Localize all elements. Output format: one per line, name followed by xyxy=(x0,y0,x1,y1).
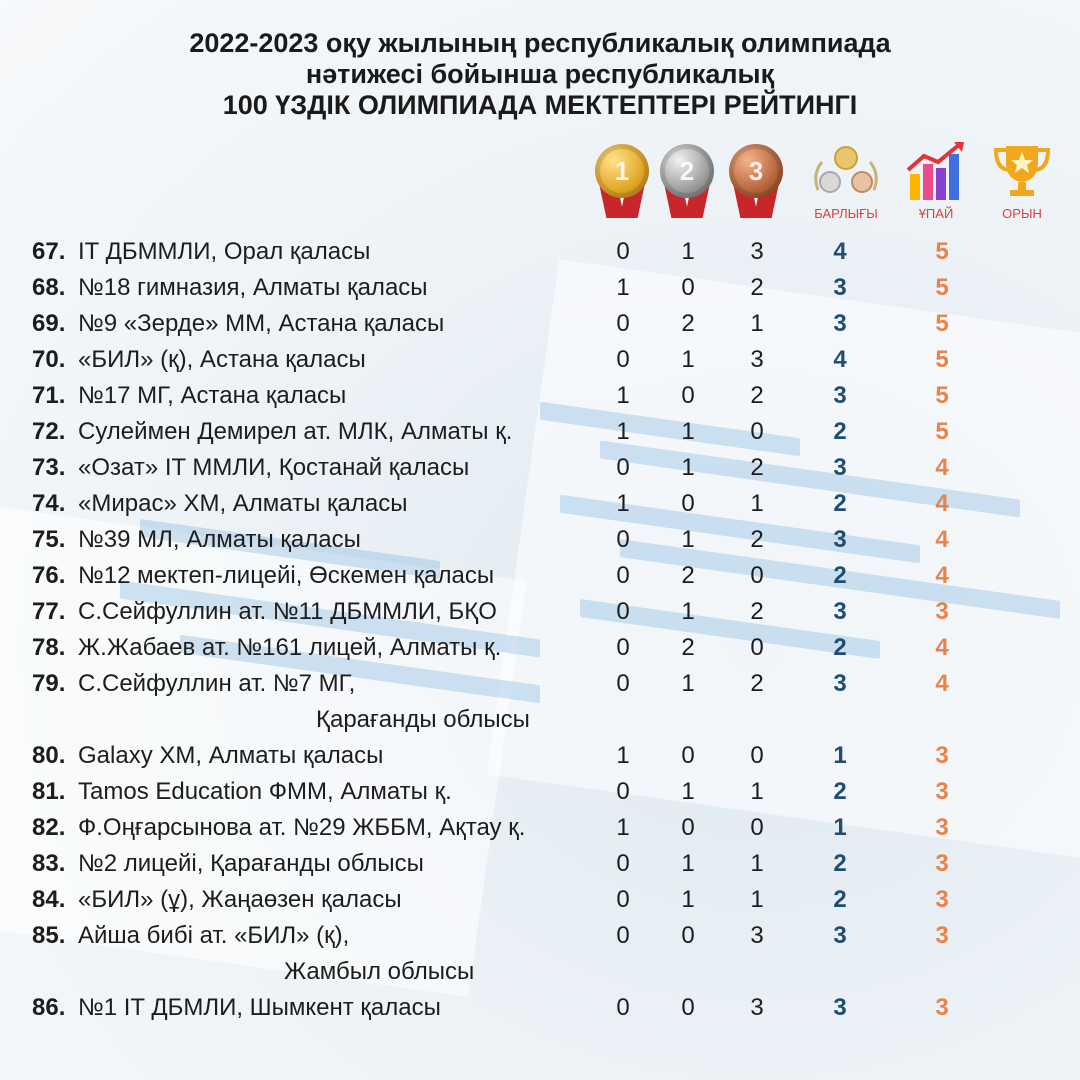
bronze-count: 1 xyxy=(750,778,764,805)
table-row xyxy=(0,990,1080,1026)
points-value: 3 xyxy=(935,850,949,877)
school-name: IT ДБММЛИ, Орал қаласы xyxy=(78,238,371,265)
silver-count: 2 xyxy=(681,634,695,661)
row-number: 82. xyxy=(32,814,66,841)
points-label: ҰПАЙ xyxy=(918,206,954,221)
points-value: 5 xyxy=(935,418,949,445)
points-value: 5 xyxy=(935,382,949,409)
row-number: 83. xyxy=(32,850,66,877)
gold-count: 0 xyxy=(616,778,630,805)
table-row xyxy=(0,846,1080,882)
table-row xyxy=(0,414,1080,450)
total-count: 1 xyxy=(833,742,847,769)
gold-count: 0 xyxy=(616,994,630,1021)
total-count: 3 xyxy=(833,598,847,625)
table-row xyxy=(0,774,1080,810)
page-title xyxy=(0,28,1080,121)
silver-count: 2 xyxy=(681,310,695,337)
school-name: «БИЛ» (ұ), Жаңаөзен қаласы xyxy=(78,886,402,913)
school-name: №17 МГ, Астана қаласы xyxy=(78,382,347,409)
total-count: 2 xyxy=(833,562,847,589)
total-count: 3 xyxy=(833,670,847,697)
bronze-count: 2 xyxy=(750,454,764,481)
row-number: 78. xyxy=(32,634,66,661)
bronze-count: 2 xyxy=(750,526,764,553)
school-name: Tamos Education ФММ, Алматы қ. xyxy=(78,778,452,805)
gold-count: 1 xyxy=(616,382,630,409)
bronze-count: 3 xyxy=(750,994,764,1021)
bronze-count: 1 xyxy=(750,490,764,517)
bronze-medal-disc: 3 xyxy=(729,144,783,198)
total-count: 2 xyxy=(833,418,847,445)
table-row xyxy=(0,882,1080,918)
gold-count: 0 xyxy=(616,670,630,697)
total-label: БАРЛЫҒЫ xyxy=(814,206,878,221)
row-number: 71. xyxy=(32,382,66,409)
school-region: Қарағанды облысы xyxy=(316,706,530,733)
silver-count: 0 xyxy=(681,994,695,1021)
total-count: 4 xyxy=(833,238,847,265)
bronze-count: 3 xyxy=(750,346,764,373)
points-value: 3 xyxy=(935,886,949,913)
school-name: №2 лицейі, Қарағанды облысы xyxy=(78,850,424,877)
total-count: 3 xyxy=(833,454,847,481)
table-row xyxy=(0,450,1080,486)
row-number: 86. xyxy=(32,994,66,1021)
gold-count: 0 xyxy=(616,850,630,877)
bronze-count: 0 xyxy=(750,742,764,769)
silver-count: 1 xyxy=(681,778,695,805)
table-row xyxy=(0,234,1080,270)
points-value: 3 xyxy=(935,922,949,949)
table-row xyxy=(0,594,1080,630)
points-value: 3 xyxy=(935,994,949,1021)
table-row xyxy=(0,738,1080,774)
row-number: 69. xyxy=(32,310,66,337)
school-name: №1 IT ДБМЛИ, Шымкент қаласы xyxy=(78,994,441,1021)
bronze-count: 2 xyxy=(750,382,764,409)
school-name: С.Сейфуллин ат. №7 МГ, xyxy=(78,670,356,697)
silver-count: 1 xyxy=(681,670,695,697)
points-value: 3 xyxy=(935,814,949,841)
silver-count: 1 xyxy=(681,418,695,445)
bronze-count: 2 xyxy=(750,598,764,625)
gold-count: 0 xyxy=(616,922,630,949)
row-number: 77. xyxy=(32,598,66,625)
total-count: 4 xyxy=(833,346,847,373)
gold-count: 0 xyxy=(616,454,630,481)
silver-count: 0 xyxy=(681,274,695,301)
silver-count: 0 xyxy=(681,382,695,409)
table-row xyxy=(0,342,1080,378)
total-count: 3 xyxy=(833,922,847,949)
row-number: 73. xyxy=(32,454,66,481)
silver-count: 0 xyxy=(681,814,695,841)
table-row xyxy=(0,810,1080,846)
points-value: 4 xyxy=(935,526,949,553)
silver-medal-icon xyxy=(656,140,720,222)
total-count: 3 xyxy=(833,526,847,553)
bronze-count: 0 xyxy=(750,814,764,841)
bronze-count: 0 xyxy=(750,418,764,445)
row-number: 68. xyxy=(32,274,66,301)
school-name: №9 «Зерде» ММ, Астана қаласы xyxy=(78,310,445,337)
row-continuation xyxy=(0,702,1080,738)
title-line-1: 2022-2023 оқу жылының республикалық олимпиада xyxy=(189,28,891,58)
school-region: Жамбыл облысы xyxy=(284,958,475,985)
school-name: «Мирас» ХМ, Алматы қаласы xyxy=(78,490,408,517)
table-row xyxy=(0,918,1080,954)
silver-count: 1 xyxy=(681,598,695,625)
silver-count: 0 xyxy=(681,922,695,949)
row-number: 72. xyxy=(32,418,66,445)
place-label: ОРЫН xyxy=(1002,206,1042,221)
bronze-count: 1 xyxy=(750,850,764,877)
points-value: 4 xyxy=(935,490,949,517)
silver-count: 2 xyxy=(681,562,695,589)
silver-count: 0 xyxy=(681,742,695,769)
gold-count: 1 xyxy=(616,742,630,769)
silver-count: 1 xyxy=(681,526,695,553)
title-line-2: нәтижесі бойынша республикалық xyxy=(305,59,775,89)
gold-medal-icon xyxy=(591,140,655,222)
gold-medal-disc: 1 xyxy=(595,144,649,198)
row-number: 80. xyxy=(32,742,66,769)
silver-medal-disc: 2 xyxy=(660,144,714,198)
gold-count: 0 xyxy=(616,238,630,265)
gold-count: 0 xyxy=(616,526,630,553)
gold-count: 0 xyxy=(616,346,630,373)
total-count: 2 xyxy=(833,778,847,805)
bronze-count: 1 xyxy=(750,886,764,913)
gold-count: 1 xyxy=(616,274,630,301)
school-name: С.Сейфуллин ат. №11 ДБММЛИ, БҚО xyxy=(78,598,497,625)
gold-count: 0 xyxy=(616,310,630,337)
table-row xyxy=(0,558,1080,594)
gold-count: 1 xyxy=(616,490,630,517)
table-row xyxy=(0,522,1080,558)
points-value: 4 xyxy=(935,454,949,481)
school-name: №18 гимназия, Алматы қаласы xyxy=(78,274,428,301)
table-row xyxy=(0,486,1080,522)
school-name: Ж.Жабаев ат. №161 лицей, Алматы қ. xyxy=(78,634,502,661)
gold-count: 0 xyxy=(616,598,630,625)
total-count: 3 xyxy=(833,382,847,409)
school-name: Сулеймен Демирел ат. МЛК, Алматы қ. xyxy=(78,418,513,445)
school-name: Galaxy ХМ, Алматы қаласы xyxy=(78,742,384,769)
bronze-count: 3 xyxy=(750,238,764,265)
row-number: 67. xyxy=(32,238,66,265)
row-number: 81. xyxy=(32,778,66,805)
bronze-count: 2 xyxy=(750,274,764,301)
silver-count: 1 xyxy=(681,346,695,373)
column-header-icons xyxy=(0,140,1080,230)
total-count: 2 xyxy=(833,490,847,517)
total-count: 2 xyxy=(833,634,847,661)
gold-count: 1 xyxy=(616,418,630,445)
total-count: 3 xyxy=(833,274,847,301)
bronze-count: 3 xyxy=(750,922,764,949)
row-continuation xyxy=(0,954,1080,990)
row-number: 75. xyxy=(32,526,66,553)
silver-count: 0 xyxy=(681,490,695,517)
points-value: 5 xyxy=(935,346,949,373)
gold-count: 0 xyxy=(616,562,630,589)
bronze-medal-icon xyxy=(725,140,789,222)
points-value: 4 xyxy=(935,562,949,589)
total-count: 3 xyxy=(833,310,847,337)
bronze-count: 0 xyxy=(750,562,764,589)
points-value: 4 xyxy=(935,634,949,661)
silver-count: 1 xyxy=(681,454,695,481)
total-count: 2 xyxy=(833,886,847,913)
points-value: 3 xyxy=(935,742,949,769)
bronze-count: 2 xyxy=(750,670,764,697)
table-row xyxy=(0,666,1080,702)
points-value: 3 xyxy=(935,598,949,625)
school-name: «Озат» IT ММЛИ, Қостанай қаласы xyxy=(78,454,470,481)
row-number: 76. xyxy=(32,562,66,589)
points-value: 5 xyxy=(935,238,949,265)
bronze-count: 0 xyxy=(750,634,764,661)
school-name: №12 мектеп-лицейі, Өскемен қаласы xyxy=(78,562,495,589)
gold-count: 0 xyxy=(616,886,630,913)
row-number: 70. xyxy=(32,346,66,373)
row-number: 85. xyxy=(32,922,66,949)
table-row xyxy=(0,378,1080,414)
gold-count: 1 xyxy=(616,814,630,841)
points-value: 5 xyxy=(935,310,949,337)
row-number: 84. xyxy=(32,886,66,913)
gold-count: 0 xyxy=(616,634,630,661)
row-number: 74. xyxy=(32,490,66,517)
points-value: 3 xyxy=(935,778,949,805)
school-name: «БИЛ» (қ), Астана қаласы xyxy=(78,346,366,373)
total-count: 3 xyxy=(833,994,847,1021)
title-line-3: 100 ҮЗДІК ОЛИМПИАДА МЕКТЕПТЕРІ РЕЙТИНГІ xyxy=(222,90,858,120)
table-row xyxy=(0,270,1080,306)
total-count: 1 xyxy=(833,814,847,841)
points-value: 5 xyxy=(935,274,949,301)
silver-count: 1 xyxy=(681,238,695,265)
table-row xyxy=(0,630,1080,666)
points-value: 4 xyxy=(935,670,949,697)
total-count: 2 xyxy=(833,850,847,877)
school-name: Ф.Оңғарсынова ат. №29 ЖББМ, Ақтау қ. xyxy=(78,814,526,841)
school-name: Айша бибі ат. «БИЛ» (қ), xyxy=(78,922,350,949)
table-row xyxy=(0,306,1080,342)
silver-count: 1 xyxy=(681,850,695,877)
bronze-count: 1 xyxy=(750,310,764,337)
row-number: 79. xyxy=(32,670,66,697)
school-name: №39 МЛ, Алматы қаласы xyxy=(78,526,361,553)
silver-count: 1 xyxy=(681,886,695,913)
